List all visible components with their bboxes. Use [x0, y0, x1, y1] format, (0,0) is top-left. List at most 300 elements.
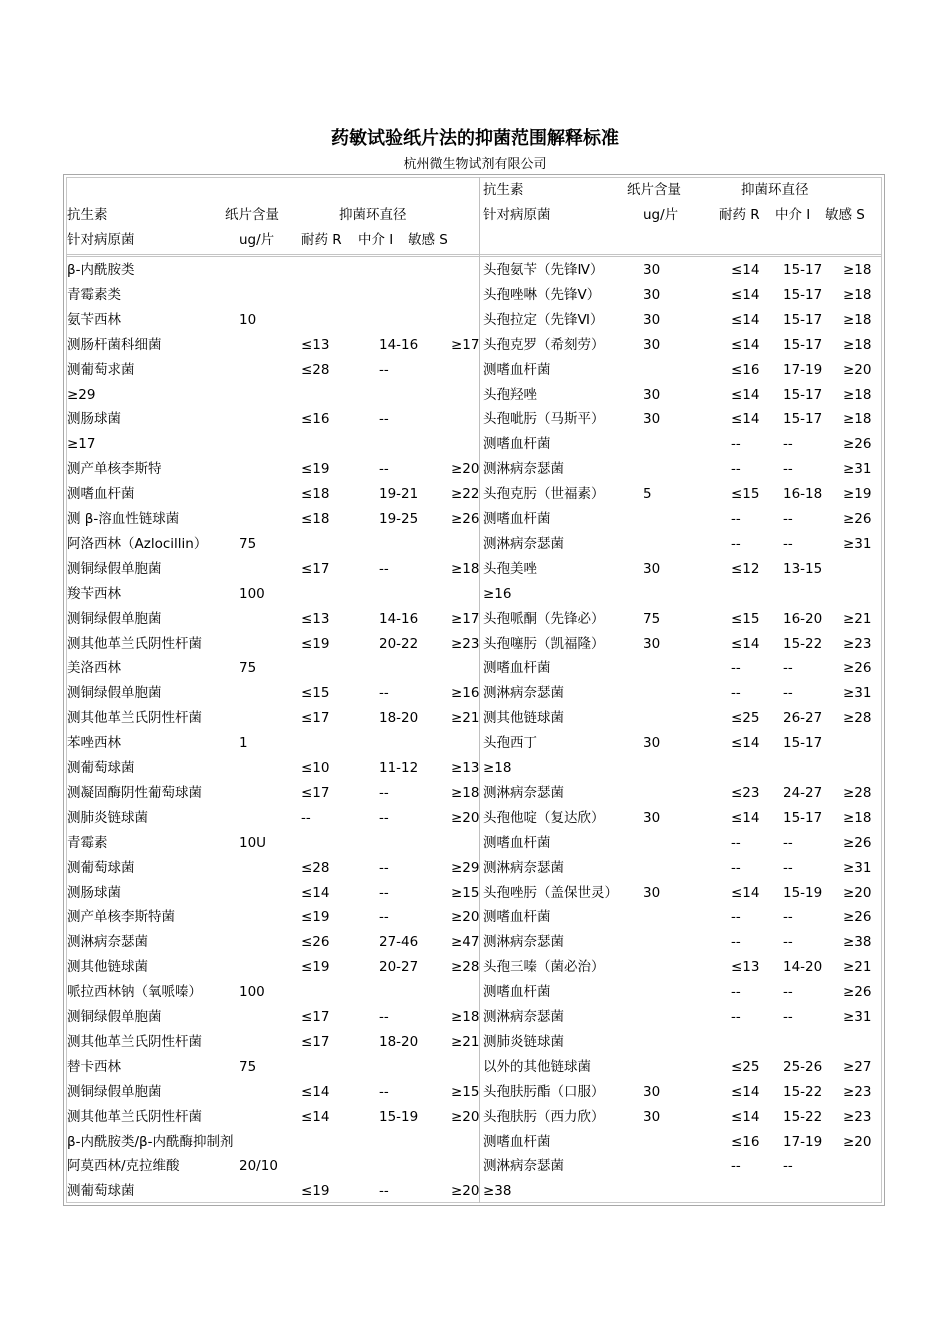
- antibiotic-or-organism: 测葡萄球菌: [67, 760, 135, 776]
- left-rows-row: [67, 258, 477, 282]
- resistant-value: ≤14: [301, 884, 330, 901]
- left-rows-row: [67, 930, 480, 954]
- intermediate-value: --: [379, 859, 389, 876]
- disk-content: 纸片含量: [627, 182, 681, 198]
- intermediate-value: --: [783, 685, 793, 702]
- resistant-value: ≤17: [301, 1033, 330, 1050]
- right-rows-row: [483, 482, 883, 506]
- intermediate-value: --: [783, 535, 793, 552]
- right-rows-row: [483, 656, 883, 680]
- antibiotic-or-organism: 测葡萄球菌: [67, 859, 135, 876]
- resistant-value: ≤19: [301, 635, 330, 652]
- left-rows-row: [67, 308, 477, 332]
- antibiotic-or-organism: 抗生素: [483, 182, 524, 198]
- antibiotic-or-organism: 针对病原菌: [67, 231, 135, 248]
- antibiotic-or-organism: 测嗜血杆菌: [483, 909, 551, 926]
- left-rows-row: [67, 756, 480, 780]
- disk-content: 100: [239, 984, 265, 1001]
- intermediate-value: 18-20: [379, 1033, 419, 1050]
- intermediate-value: --: [783, 834, 793, 851]
- intermediate-value: 15-17: [783, 809, 823, 826]
- left-rows-row: [67, 1030, 480, 1054]
- right-rows-row: [483, 283, 883, 307]
- resistant-value: ≤15: [731, 610, 760, 627]
- left-rows-row: [67, 1154, 477, 1178]
- susceptible-value: ≥16: [451, 685, 480, 702]
- resistant-value: ≤19: [301, 909, 330, 926]
- intermediate-value: --: [379, 909, 389, 926]
- left-rows-row: [67, 905, 480, 929]
- disk-content: 30: [643, 411, 661, 428]
- antibiotic-or-organism: 青霉素类: [67, 286, 121, 303]
- left-rows-row: [67, 1105, 480, 1129]
- susceptible-value: ≥18: [451, 784, 480, 801]
- resistant-value: --: [731, 535, 741, 552]
- left-rows-row: [67, 881, 480, 905]
- intermediate-value: --: [379, 411, 389, 428]
- antibiotic-or-organism: 测凝固酶阴性葡萄球菌: [67, 784, 202, 801]
- document-title: 药敏试验纸片法的抑菌范围解释标准: [331, 128, 619, 149]
- antibiotic-or-organism: 测淋病奈瑟菌: [483, 1158, 564, 1175]
- resistant-value: ≤19: [301, 1183, 330, 1200]
- disk-content: 30: [643, 635, 661, 652]
- resistant-value: ≤10: [301, 760, 330, 776]
- susceptible-value: ≥26: [843, 834, 872, 851]
- resistant-value: ≤14: [731, 735, 760, 752]
- antibiotic-or-organism: 测嗜血杆菌: [483, 1133, 551, 1150]
- antibiotic-or-organism: 头孢哌酮（先锋必）: [483, 610, 605, 627]
- right-rows-row: [483, 308, 883, 332]
- right-rows-row: [483, 632, 883, 656]
- right-rows-row: [483, 856, 883, 880]
- antibiotic-or-organism: 测铜绿假单胞菌: [67, 560, 162, 577]
- disk-content: 75: [239, 660, 257, 677]
- susceptible-value: ≥21: [843, 610, 872, 627]
- susceptible-value: 敏感 S: [408, 231, 448, 248]
- susceptible-value: ≥18: [843, 809, 872, 826]
- right-rows-row: [483, 781, 883, 805]
- antibiotic-or-organism: 测其他链球菌: [483, 710, 564, 727]
- intermediate-value: --: [783, 1158, 793, 1175]
- antibiotic-or-organism: 测嗜血杆菌: [483, 361, 551, 378]
- antibiotic-or-organism: 头孢噻肟（凯福隆）: [483, 635, 605, 652]
- intermediate-value: 17-19: [783, 1133, 823, 1150]
- intermediate-value: 15-17: [783, 286, 823, 303]
- disk-content: 75: [239, 1058, 257, 1075]
- resistant-value: ≤23: [731, 784, 760, 801]
- antibiotic-or-organism: 青霉素: [67, 834, 108, 851]
- intermediate-value: --: [379, 685, 389, 702]
- susceptible-value: ≥18: [843, 386, 872, 403]
- antibiotic-or-organism: 哌拉西林钠（氧哌嗪）: [67, 984, 202, 1001]
- right-rows-row: [483, 980, 883, 1004]
- susceptible-value: ≥18: [843, 311, 872, 328]
- antibiotic-or-organism: 测肠杆菌科细菌: [67, 336, 162, 353]
- susceptible-value: 敏感 S: [825, 206, 865, 223]
- disk-content: 75: [239, 535, 257, 552]
- intermediate-value: --: [379, 461, 389, 478]
- intermediate-value: 16-18: [783, 486, 823, 503]
- antibiotic-or-organism: 头孢克罗（希刻劳）: [483, 336, 605, 353]
- antibiotic-or-organism: ≥18: [483, 760, 512, 776]
- intermediate-value: 14-20: [783, 959, 823, 976]
- antibiotic-or-organism: 头孢肤肟（西力欣）: [483, 1108, 605, 1125]
- right-rows-row: [483, 1080, 883, 1104]
- right-rows-row: [483, 731, 883, 755]
- left-rows-row: [67, 283, 477, 307]
- left-header-row: [67, 178, 477, 202]
- susceptible-value: ≥28: [843, 784, 872, 801]
- resistant-value: --: [731, 1158, 741, 1175]
- resistant-value: --: [731, 660, 741, 677]
- disk-content: 30: [643, 735, 661, 752]
- susceptible-value: ≥20: [843, 1133, 872, 1150]
- resistant-value: ≤12: [731, 560, 760, 577]
- left-rows-row: [67, 1130, 477, 1154]
- resistant-value: ≤16: [301, 411, 330, 428]
- left-rows-row: [67, 532, 477, 556]
- right-rows-row: [483, 905, 883, 929]
- disk-content: 30: [643, 1108, 661, 1125]
- resistant-value: --: [731, 934, 741, 951]
- resistant-value: --: [731, 1009, 741, 1025]
- intermediate-value: --: [783, 1009, 793, 1025]
- susceptible-value: ≥20: [843, 884, 872, 901]
- antibiotic-or-organism: 测葡萄求菌: [67, 361, 135, 378]
- intermediate-value: 11-12: [379, 760, 419, 776]
- susceptible-value: ≥31: [843, 535, 872, 552]
- antibiotic-or-organism: 测铜绿假单胞菌: [67, 610, 162, 627]
- left-rows-row: [67, 1005, 480, 1029]
- resistant-value: ≤14: [731, 1083, 760, 1100]
- disk-content: 30: [643, 286, 661, 303]
- antibiotic-or-organism: ≥16: [483, 585, 512, 602]
- susceptible-value: ≥27: [843, 1058, 872, 1075]
- resistant-value: --: [301, 809, 311, 826]
- antibiotic-or-organism: 美洛西林: [67, 660, 121, 677]
- resistant-value: ≤28: [301, 859, 330, 876]
- company-name: 杭州微生物试剂有限公司: [403, 157, 547, 172]
- antibiotic-or-organism: 针对病原菌: [483, 206, 551, 223]
- intermediate-value: 26-27: [783, 710, 823, 727]
- antibiotic-or-organism: 头孢美唑: [483, 560, 537, 577]
- intermediate-value: --: [783, 909, 793, 926]
- antibiotic-or-organism: 头孢克肟（世福素）: [483, 486, 605, 503]
- susceptible-value: ≥23: [843, 1108, 872, 1125]
- resistant-value: ≤26: [301, 934, 330, 951]
- intermediate-value: 15-17: [783, 262, 823, 278]
- intermediate-value: --: [783, 984, 793, 1001]
- disk-content: 10U: [239, 834, 267, 851]
- right-rows-row: [483, 333, 883, 357]
- resistant-value: ≤14: [731, 809, 760, 826]
- left-rows-row: [67, 856, 480, 880]
- intermediate-value: 19-21: [379, 486, 419, 503]
- susceptible-value: ≥18: [843, 336, 872, 353]
- intermediate-value: 24-27: [783, 784, 823, 801]
- susceptible-value: ≥26: [843, 660, 872, 677]
- antibiotic-or-organism: 以外的其他链球菌: [483, 1058, 591, 1075]
- antibiotic-or-organism: 测嗜血杆菌: [483, 660, 551, 677]
- antibiotic-or-organism: 测嗜血杆菌: [483, 834, 551, 851]
- resistant-value: ≤14: [731, 884, 760, 901]
- intermediate-value: --: [783, 436, 793, 453]
- right-rows-row: [483, 1030, 883, 1054]
- right-rows-row: [483, 358, 883, 382]
- antibiotic-or-organism: 测淋病奈瑟菌: [483, 461, 564, 478]
- resistant-value: ≤14: [301, 1108, 330, 1125]
- disk-content: ug/片: [643, 206, 679, 223]
- right-rows-row: [483, 607, 883, 631]
- resistant-value: --: [731, 685, 741, 702]
- susceptible-value: ≥17: [451, 610, 480, 627]
- resistant-value: ≤14: [731, 411, 760, 428]
- intermediate-value: 17-19: [783, 361, 823, 378]
- left-header-row: [67, 228, 477, 252]
- antibiotic-or-organism: ≥38: [483, 1183, 512, 1200]
- resistant-value: ≤14: [731, 1108, 760, 1125]
- susceptible-value: ≥13: [451, 760, 480, 776]
- intermediate-value: 15-22: [783, 635, 823, 652]
- antibiotic-or-organism: 测其他革兰氏阴性杆菌: [67, 635, 202, 652]
- intermediate-value: --: [379, 560, 389, 577]
- intermediate-value: --: [783, 511, 793, 527]
- antibiotic-or-organism: 头孢他啶（复达欣）: [483, 809, 605, 826]
- right-header-rule: [480, 254, 882, 257]
- right-rows-row: [483, 1130, 883, 1154]
- disk-content: 30: [643, 386, 661, 403]
- resistant-value: ≤17: [301, 560, 330, 577]
- susceptible-value: ≥26: [843, 909, 872, 926]
- disk-content: 20/10: [239, 1158, 278, 1175]
- antibiotic-or-organism: β-内酰胺类: [67, 262, 135, 278]
- intermediate-value: 18-20: [379, 710, 419, 727]
- susceptible-value: ≥18: [843, 286, 872, 303]
- right-rows-row: [483, 507, 883, 531]
- resistant-value: ≤17: [301, 784, 330, 801]
- resistant-value: 耐药 R: [719, 206, 760, 223]
- antibiotic-or-organism: 测铜绿假单胞菌: [67, 685, 162, 702]
- left-rows-row: [67, 980, 477, 1004]
- left-rows-row: [67, 681, 480, 705]
- left-rows-row: [67, 806, 480, 830]
- antibiotic-or-organism: 头孢呲肟（马斯平）: [483, 411, 605, 428]
- intermediate-value: --: [379, 784, 389, 801]
- antibiotic-or-organism: 测嗜血杆菌: [67, 486, 135, 503]
- antibiotic-or-organism: 羧苄西林: [67, 585, 121, 602]
- antibiotic-or-organism: 测肠球菌: [67, 411, 121, 428]
- susceptible-value: ≥20: [451, 1108, 480, 1125]
- left-rows-row: [67, 731, 477, 755]
- intermediate-value: --: [783, 660, 793, 677]
- antibiotic-or-organism: 氨苄西林: [67, 311, 121, 328]
- left-rows-row: [67, 632, 480, 656]
- antibiotic-or-organism: 测嗜血杆菌: [483, 436, 551, 453]
- disk-content: 30: [643, 1083, 661, 1100]
- antibiotic-or-organism: 测其他革兰氏阴性杆菌: [67, 1033, 202, 1050]
- right-rows-row: [483, 532, 883, 556]
- susceptible-value: ≥19: [843, 486, 872, 503]
- susceptible-value: ≥31: [843, 859, 872, 876]
- resistant-value: --: [731, 834, 741, 851]
- disk-content: 30: [643, 262, 661, 278]
- intermediate-value: 15-17: [783, 311, 823, 328]
- resistant-value: ≤18: [301, 511, 330, 527]
- resistant-value: ≤19: [301, 461, 330, 478]
- susceptible-value: ≥20: [451, 809, 480, 826]
- antibiotic-or-organism: 测 β-溶血性链球菌: [67, 511, 180, 527]
- antibiotic-or-organism: 测淋病奈瑟菌: [67, 934, 148, 951]
- susceptible-value: ≥20: [451, 909, 480, 926]
- disk-content: 30: [643, 336, 661, 353]
- resistant-value: ≤28: [301, 361, 330, 378]
- susceptible-value: ≥28: [843, 710, 872, 727]
- intermediate-value: 13-15: [783, 560, 823, 577]
- resistant-value: ≤15: [731, 486, 760, 503]
- susceptible-value: ≥38: [843, 934, 872, 951]
- right-rows-row: [483, 557, 883, 581]
- disk-content: 75: [643, 610, 661, 627]
- antibiotic-or-organism: 阿洛西林（Azlocillin）: [67, 535, 208, 552]
- right-rows-row: [483, 756, 883, 780]
- antibiotic-or-organism: 测肠球菌: [67, 884, 121, 901]
- disk-content: 30: [643, 560, 661, 577]
- susceptible-value: ≥20: [843, 361, 872, 378]
- intermediate-value: 15-17: [783, 411, 823, 428]
- disk-content: 1: [239, 735, 248, 752]
- antibiotic-or-organism: 测淋病奈瑟菌: [483, 535, 564, 552]
- disk-content: 10: [239, 311, 257, 328]
- antibiotic-or-organism: 测铜绿假单胞菌: [67, 1009, 162, 1025]
- resistant-value: --: [731, 511, 741, 527]
- intermediate-value: 27-46: [379, 934, 419, 951]
- antibiotic-or-organism: 头孢唑肟（盖保世灵）: [483, 884, 618, 901]
- right-rows-row: [483, 1105, 883, 1129]
- right-header-row: [483, 178, 883, 202]
- resistant-value: ≤15: [301, 685, 330, 702]
- susceptible-value: ≥23: [451, 635, 480, 652]
- right-rows-row: [483, 407, 883, 431]
- resistant-value: ≤14: [731, 386, 760, 403]
- right-rows-row: [483, 1179, 883, 1203]
- disk-content: 30: [643, 311, 661, 328]
- resistant-value: --: [731, 859, 741, 876]
- resistant-value: ≤16: [731, 1133, 760, 1150]
- susceptible-value: ≥31: [843, 685, 872, 702]
- left-rows-row: [67, 432, 477, 456]
- antibiotic-or-organism: ≥17: [67, 436, 96, 453]
- susceptible-value: ≥15: [451, 884, 480, 901]
- antibiotic-or-organism: 头孢肤肟酯（口服）: [483, 1083, 605, 1100]
- antibiotic-or-organism: 苯唑西林: [67, 735, 121, 752]
- intermediate-value: --: [783, 934, 793, 951]
- left-rows-row: [67, 656, 477, 680]
- intermediate-value: --: [783, 859, 793, 876]
- left-rows-row: [67, 358, 477, 382]
- left-rows-row: [67, 457, 480, 481]
- left-rows-row: [67, 1055, 477, 1079]
- antibiotic-or-organism: 测嗜血杆菌: [483, 511, 551, 527]
- right-rows-row: [483, 432, 883, 456]
- left-rows-row: [67, 407, 477, 431]
- resistant-value: ≤17: [301, 1009, 330, 1025]
- intermediate-value: 15-22: [783, 1083, 823, 1100]
- disk-content: 100: [239, 585, 265, 602]
- resistant-value: ≤13: [301, 610, 330, 627]
- antibiotic-or-organism: 测铜绿假单胞菌: [67, 1083, 162, 1100]
- right-rows-row: [483, 930, 883, 954]
- left-rows-row: [67, 1080, 480, 1104]
- intermediate-value: --: [379, 361, 389, 378]
- left-rows-row: [67, 333, 480, 357]
- susceptible-value: ≥15: [451, 1083, 480, 1100]
- left-rows-row: [67, 557, 480, 581]
- susceptible-value: ≥20: [451, 461, 480, 478]
- antibiotic-or-organism: 抗生素: [67, 206, 108, 223]
- antibiotic-or-organism: 测其他链球菌: [67, 959, 148, 976]
- intermediate-value: --: [379, 809, 389, 826]
- antibiotic-or-organism: ≥29: [67, 386, 96, 403]
- intermediate-value: 16-20: [783, 610, 823, 627]
- resistant-value: ≤14: [301, 1083, 330, 1100]
- susceptible-value: ≥18: [843, 262, 872, 278]
- resistant-value: ≤14: [731, 262, 760, 278]
- resistant-value: --: [731, 984, 741, 1001]
- right-rows-row: [483, 1005, 883, 1029]
- antibiotic-or-organism: 头孢拉定（先锋Ⅵ）: [483, 311, 604, 328]
- antibiotic-or-organism: 测淋病奈瑟菌: [483, 859, 564, 876]
- antibiotic-or-organism: 测肺炎链球菌: [483, 1033, 564, 1050]
- right-rows-row: [483, 457, 883, 481]
- resistant-value: ≤25: [731, 1058, 760, 1075]
- left-rows-row: [67, 383, 477, 407]
- intermediate-value: 25-26: [783, 1058, 823, 1075]
- left-rows-row: [67, 831, 477, 855]
- antibiotic-or-organism: 测淋病奈瑟菌: [483, 934, 564, 951]
- resistant-value: ≤14: [731, 286, 760, 303]
- right-rows-row: [483, 955, 883, 979]
- antibiotic-or-organism: 测淋病奈瑟菌: [483, 685, 564, 702]
- susceptible-value: ≥29: [451, 859, 480, 876]
- disk-content: 纸片含量: [225, 206, 279, 223]
- susceptible-value: ≥23: [843, 1083, 872, 1100]
- susceptible-value: ≥18: [451, 1009, 480, 1025]
- resistant-value: ≤14: [731, 336, 760, 353]
- intermediate-value: 中介 I: [358, 231, 394, 248]
- left-rows-row: [67, 955, 480, 979]
- intermediate-value: 20-27: [379, 959, 419, 976]
- intermediate-value: 15-22: [783, 1108, 823, 1125]
- left-rows-row: [67, 582, 477, 606]
- resistant-value: ≤18: [301, 486, 330, 503]
- susceptible-value: ≥26: [843, 511, 872, 527]
- susceptible-value: ≥26: [451, 511, 480, 527]
- resistant-value: 耐药 R: [301, 231, 342, 248]
- intermediate-value: 19-25: [379, 511, 419, 527]
- left-header-row: [67, 203, 477, 227]
- right-rows-row: [483, 881, 883, 905]
- intermediate-value: 15-17: [783, 735, 823, 752]
- disk-content: ug/片: [239, 231, 275, 248]
- right-rows-row: [483, 806, 883, 830]
- resistant-value: ≤14: [731, 635, 760, 652]
- susceptible-value: ≥26: [843, 436, 872, 453]
- resistant-value: 抑菌环直径: [741, 182, 809, 198]
- left-header-rule: [66, 254, 479, 257]
- intermediate-value: --: [783, 461, 793, 478]
- susceptible-value: ≥21: [451, 710, 480, 727]
- susceptible-value: ≥18: [451, 560, 480, 577]
